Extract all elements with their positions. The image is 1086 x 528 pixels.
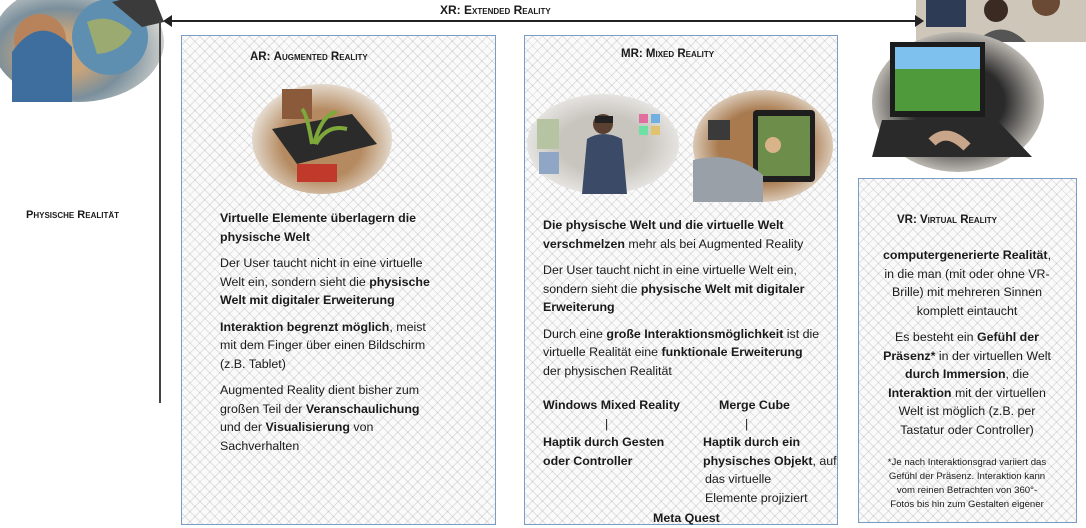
ar-p4-bold2: Visualisierung	[265, 420, 350, 434]
vr-p1-line3: Brille) mit mehreren Sinnen	[891, 285, 1043, 299]
mr-p3-line1a: Durch eine	[543, 326, 607, 341]
physical-reality-label: Physische Realität	[26, 209, 120, 221]
mr-p3-bold2: funktionale Erweiterung	[661, 345, 803, 359]
mr-p1-bold: verschmelzen	[543, 236, 625, 251]
vr-p2-line2: in der virtuellen Welt	[935, 348, 1051, 363]
ar-title: AR: Augmented Reality	[250, 51, 368, 63]
ar-p3-line3: (z.B. Tablet)	[220, 356, 286, 371]
mr-merge-line2: , auf	[812, 453, 837, 468]
vr-p2-line5: Welt ist möglich (z.B. per	[898, 404, 1036, 418]
ar-p2-line2: Welt ein, sondern sieht die	[220, 274, 370, 289]
vr-p2-line1: Es besteht ein	[895, 330, 977, 344]
mr-merge-cube-photo	[693, 90, 833, 202]
xr-heading: XR: Extended Reality	[440, 3, 551, 17]
ar-p4-line4: Sachverhalten	[220, 438, 300, 453]
ar-panel	[181, 35, 496, 525]
mr-meta-quest-heading: Meta Quest	[653, 511, 720, 525]
ar-p1-line2: physische Welt	[220, 229, 310, 244]
vr-p1-bold: computergenerierte Realität	[882, 248, 1048, 262]
vr-note-line4: Fotos bis hin zum Gestalten eigener	[890, 499, 1044, 510]
extended-reality-arrow	[165, 20, 922, 22]
mr-p2-line2: sondern sieht die	[543, 281, 641, 296]
mr-p2-bold1: physische Welt mit digitaler	[640, 281, 805, 296]
mr-windows-line2: oder Controller	[543, 453, 633, 468]
mr-p2-line1: Der User taucht nicht in eine virtuelle Welt ein,	[543, 263, 797, 277]
vr-p2-line4: mit der virtuellen	[951, 385, 1046, 400]
vr-p2-bold2: Präsenz*	[883, 348, 936, 363]
ar-p3-bold: Interaktion begrenzt möglich	[220, 319, 390, 334]
ar-p2-bold1: physische	[369, 274, 430, 289]
vr-title: VR: Virtual Reality	[897, 214, 997, 226]
vr-p1-comma: ,	[1047, 248, 1052, 262]
mr-merge-heading: Merge Cube	[719, 398, 790, 412]
ar-plant-photo	[252, 84, 392, 194]
mr-windows-line1: Haptik durch Gesten	[543, 435, 665, 449]
mr-p3-line1c: ist die	[783, 326, 820, 341]
ar-p4-line3c: von	[349, 420, 374, 434]
vr-p2-line3: , die	[1005, 367, 1029, 381]
vr-p2-line6: Tastatur oder Controller)	[900, 422, 1034, 437]
physical-reality-axis	[159, 20, 161, 403]
ar-p4-line3a: und der	[220, 420, 266, 434]
mr-p3-bold1: große Interaktionsmöglichkeit	[606, 326, 784, 341]
vr-p1-line2: in die man (mit oder ohne VR-	[884, 266, 1050, 281]
ar-p4-bold1: Veranschaulichung	[305, 401, 420, 416]
mr-p3-line3: der physischen Realität	[543, 363, 672, 378]
children-globe-photo	[0, 0, 164, 102]
mr-merge-bold: physisches Objekt	[703, 453, 813, 468]
ar-p2-line1: Der User taucht nicht in eine virtuelle	[220, 256, 423, 270]
vr-p2-bold3: durch Immersion	[905, 367, 1006, 381]
vr-panel	[858, 178, 1077, 523]
vr-footnote	[859, 456, 1075, 512]
vr-p2-bold1: Gefühl der	[977, 330, 1039, 344]
mr-headset-photo	[527, 94, 679, 194]
vr-note-line1: *Je nach Interaktionsgrad variiert das	[887, 457, 1047, 468]
mr-panel	[524, 35, 838, 525]
mr-p1-line1: Die physische Welt und die virtuelle Welt	[543, 218, 784, 232]
mr-title: MR: Mixed Reality	[621, 48, 715, 60]
mr-windows-divider: |	[605, 416, 609, 431]
mr-p3-line2a: virtuelle Realität eine	[543, 345, 662, 359]
ar-p2-bold2: Welt mit digitaler Erweiterung	[220, 293, 395, 307]
mr-col-windows	[543, 396, 680, 470]
mr-col-merge	[703, 396, 837, 507]
mr-merge-line1: Haptik durch ein	[703, 435, 801, 449]
mr-p1-line2: mehr als bei Augmented Reality	[624, 236, 804, 251]
mr-merge-line4: Elemente projiziert	[705, 490, 808, 505]
vr-note-line3: vom reinen Betrachten von 360°-	[896, 485, 1038, 496]
ar-p1-line1: Virtuelle Elemente überlagern die	[220, 211, 417, 225]
ar-p3-line2: mit dem Finger über einen Bildschirm	[220, 338, 426, 352]
mr-p2-bold2: Erweiterung	[543, 300, 615, 314]
mr-merge-line3: das virtuelle	[705, 472, 772, 486]
vr-p2-bold4: Interaktion	[888, 385, 952, 400]
ar-p3-line1: , meist	[389, 319, 426, 334]
vr-note-line2: Gefühl der Präsenz. Interaktion kann	[888, 471, 1046, 482]
mr-windows-heading: Windows Mixed Reality	[543, 398, 680, 412]
ar-p4-line1: Augmented Reality dient bisher zum	[220, 383, 420, 397]
mr-merge-divider: |	[745, 416, 749, 431]
ar-p4-line2: großen Teil der	[220, 401, 306, 416]
vr-p1-line4: komplett eintaucht	[916, 303, 1018, 318]
vr-laptop-photo	[872, 32, 1044, 172]
